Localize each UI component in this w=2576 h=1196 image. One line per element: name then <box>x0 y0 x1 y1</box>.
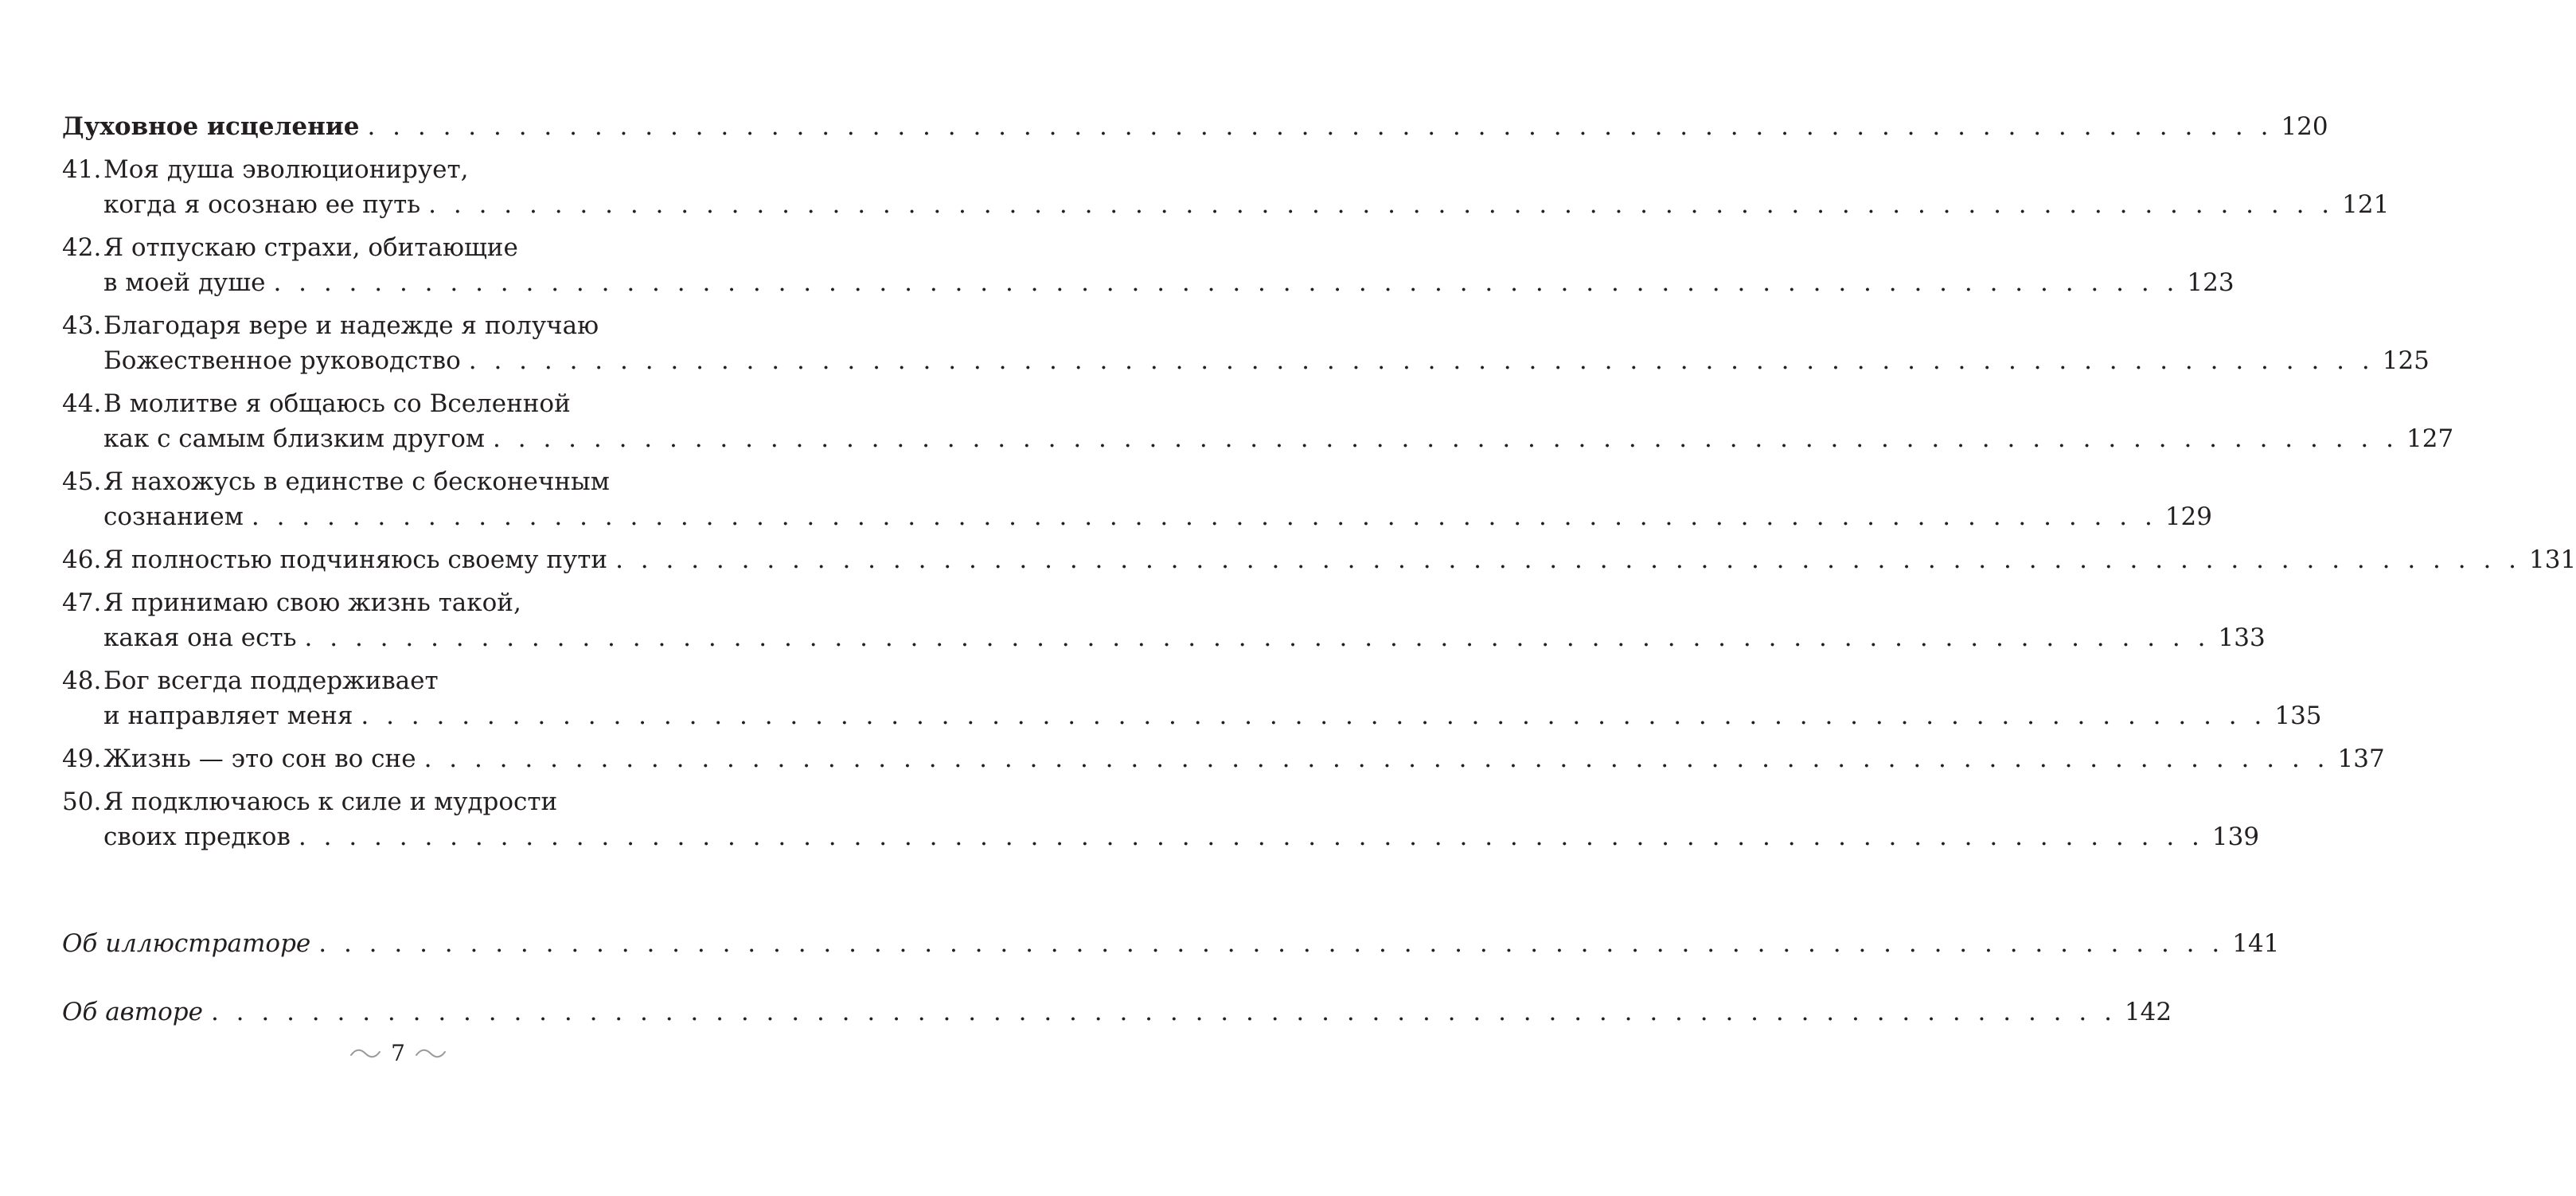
toc-entry-46[interactable] <box>62 541 2576 579</box>
entry-title: Благодаря вере и надежде я получаю <box>103 311 599 340</box>
folio-page-number: 7 <box>391 1040 405 1066</box>
entry-title-cont: Божественное руководство <box>103 346 461 375</box>
dot-leader: . . . . . . . . . . . . . . . . . . . . . . . . . . . . . . . . . . . . . . . . . . . . . . . . . . . . . . . . . . . . . . . . . . . . . . . . . . . . <box>318 929 2225 958</box>
toc-entry-43-cont[interactable] <box>103 342 2430 380</box>
entry-title: Я подключаюсь к силе и мудрости <box>103 788 558 816</box>
page-number: 137 <box>2337 745 2385 773</box>
entry-number: 42. <box>62 233 102 262</box>
entry-title: В молитве я общаюсь со Вселенной <box>103 389 571 418</box>
toc-about-author[interactable] <box>62 993 2172 1031</box>
page-number: 133 <box>2218 623 2266 652</box>
page-number: 141 <box>2232 929 2280 958</box>
page-number: 139 <box>2211 823 2260 851</box>
toc-entry-48[interactable] <box>62 662 673 700</box>
dot-leader: . . . . . . . . . . . . . . . . . . . . . . . . . . . . . . . . . . . . . . . . . . . . . . . . . . . . . . . . . . . . . . . . . . . . . . . . . . . . <box>423 745 2330 773</box>
page-number: 121 <box>2342 190 2390 219</box>
toc-entry-50[interactable] <box>62 783 673 821</box>
entry-title: Бог всегда поддерживает <box>103 666 439 695</box>
entry-title-cont: когда я осознаю ее путь <box>103 190 421 219</box>
toc-entry-41[interactable] <box>62 150 673 189</box>
dot-leader: . . . . . . . . . . . . . . . . . . . . . . . . . . . . . . . . . . . . . . . . . . . . . . . . . . . . . . . . . . . . . . . . . . . . . . . . . . . . <box>304 623 2211 652</box>
entry-title: Я полностью подчиняюсь своему пути <box>103 545 608 574</box>
entry-number: 41. <box>62 155 102 184</box>
entry-title-cont: своих предков <box>103 823 291 851</box>
dot-leader: . . . . . . . . . . . . . . . . . . . . . . . . . . . . . . . . . . . . . . . . . . . . . . . . . . . . . . . . . . . . . . . . . . . . . . . . . . . . <box>251 502 2157 531</box>
dot-leader: . . . . . . . . . . . . . . . . . . . . . . . . . . . . . . . . . . . . . . . . . . . . . . . . . . . . . . . . . . . . . . . . . . . . . . . . . . . . <box>210 998 2117 1026</box>
toc-section-spiritual-healing[interactable] <box>62 107 2328 146</box>
entry-number: 43. <box>62 311 102 340</box>
entry-title: Я нахожусь в единстве с бесконечным <box>103 467 610 496</box>
toc-entry-47[interactable] <box>62 584 673 622</box>
appendix-title: Об иллюстраторе <box>62 929 311 958</box>
page-number: 129 <box>2164 502 2212 531</box>
toc-entry-48-cont[interactable] <box>103 697 2322 735</box>
entry-title-cont: какая она есть <box>103 623 297 652</box>
toc-entry-42-cont[interactable] <box>103 264 2234 302</box>
toc-entry-49[interactable] <box>62 740 2385 778</box>
section-title: Духовное исцеление <box>62 112 360 141</box>
toc-entry-42[interactable] <box>62 229 673 267</box>
page-number: 142 <box>2124 998 2172 1026</box>
dot-leader: . . . . . . . . . . . . . . . . . . . . . . . . . . . . . . . . . . . . . . . . . . . . . . . . . . . . . . . . . . . . . . . . . . . . . . . . . . . . <box>468 346 2375 375</box>
toc-entry-45[interactable] <box>62 463 673 501</box>
dot-leader: . . . . . . . . . . . . . . . . . . . . . . . . . . . . . . . . . . . . . . . . . . . . . . . . . . . . . . . . . . . . . . . . . . . . . . . . . . . . <box>273 268 2180 297</box>
entry-number: 48. <box>62 666 102 695</box>
dot-leader: . . . . . . . . . . . . . . . . . . . . . . . . . . . . . . . . . . . . . . . . . . . . . . . . . . . . . . . . . . . . . . . . . . . . . . . . . . . . <box>615 545 2522 574</box>
dot-leader: . . . . . . . . . . . . . . . . . . . . . . . . . . . . . . . . . . . . . . . . . . . . . . . . . . . . . . . . . . . . . . . . . . . . . . . . . . . . <box>428 190 2335 219</box>
toc-entry-47-cont[interactable] <box>103 619 2266 657</box>
entry-number: 44. <box>62 389 102 418</box>
entry-title-cont: сознанием <box>103 502 244 531</box>
entry-number: 47. <box>62 588 102 617</box>
page-number: 127 <box>2406 424 2454 453</box>
page-number: 125 <box>2382 346 2430 375</box>
appendix-title: Об авторе <box>62 998 203 1026</box>
entry-number: 46. <box>62 545 102 574</box>
page-number: 120 <box>2281 112 2328 141</box>
entry-title: Я отпускаю страхи, обитающие <box>103 233 518 262</box>
dot-leader: . . . . . . . . . . . . . . . . . . . . . . . . . . . . . . . . . . . . . . . . . . . . . . . . . . . . . . . . . . . . . . . . . . . . . . . . . . . . <box>367 112 2274 141</box>
toc-entry-50-cont[interactable] <box>103 818 2260 856</box>
entry-title: Я принимаю свою жизнь такой, <box>103 588 521 617</box>
entry-number: 50. <box>62 788 102 816</box>
entry-title: Моя душа эволюционирует, <box>103 155 469 184</box>
folio <box>0 1040 796 1066</box>
entry-title: Жизнь — это сон во сне <box>103 745 416 773</box>
toc-entry-44[interactable] <box>62 385 673 423</box>
dot-leader: . . . . . . . . . . . . . . . . . . . . . . . . . . . . . . . . . . . . . . . . . . . . . . . . . . . . . . . . . . . . . . . . . . . . . . . . . . . . <box>361 702 2267 730</box>
page-number: 135 <box>2274 702 2322 730</box>
page-number: 123 <box>2187 268 2234 297</box>
toc-entry-41-cont[interactable] <box>103 186 2390 224</box>
swash-left-icon <box>349 1047 381 1060</box>
entry-title-cont: и направляет меня <box>103 702 353 730</box>
toc-about-illustrator[interactable] <box>62 924 2280 963</box>
toc-entry-44-cont[interactable] <box>103 420 2454 458</box>
toc-entry-45-cont[interactable] <box>103 498 2212 536</box>
toc-entry-43[interactable] <box>62 307 673 345</box>
entry-number: 49. <box>62 745 102 773</box>
entry-title-cont: как с самым близким другом <box>103 424 486 453</box>
dot-leader: . . . . . . . . . . . . . . . . . . . . . . . . . . . . . . . . . . . . . . . . . . . . . . . . . . . . . . . . . . . . . . . . . . . . . . . . . . . . <box>493 424 2398 453</box>
entry-number: 45. <box>62 467 102 496</box>
dot-leader: . . . . . . . . . . . . . . . . . . . . . . . . . . . . . . . . . . . . . . . . . . . . . . . . . . . . . . . . . . . . . . . . . . . . . . . . . . . . <box>298 823 2204 851</box>
page-number: 131 <box>2529 545 2576 574</box>
entry-title-cont: в моей душе <box>103 268 266 297</box>
swash-right-icon <box>415 1047 447 1060</box>
